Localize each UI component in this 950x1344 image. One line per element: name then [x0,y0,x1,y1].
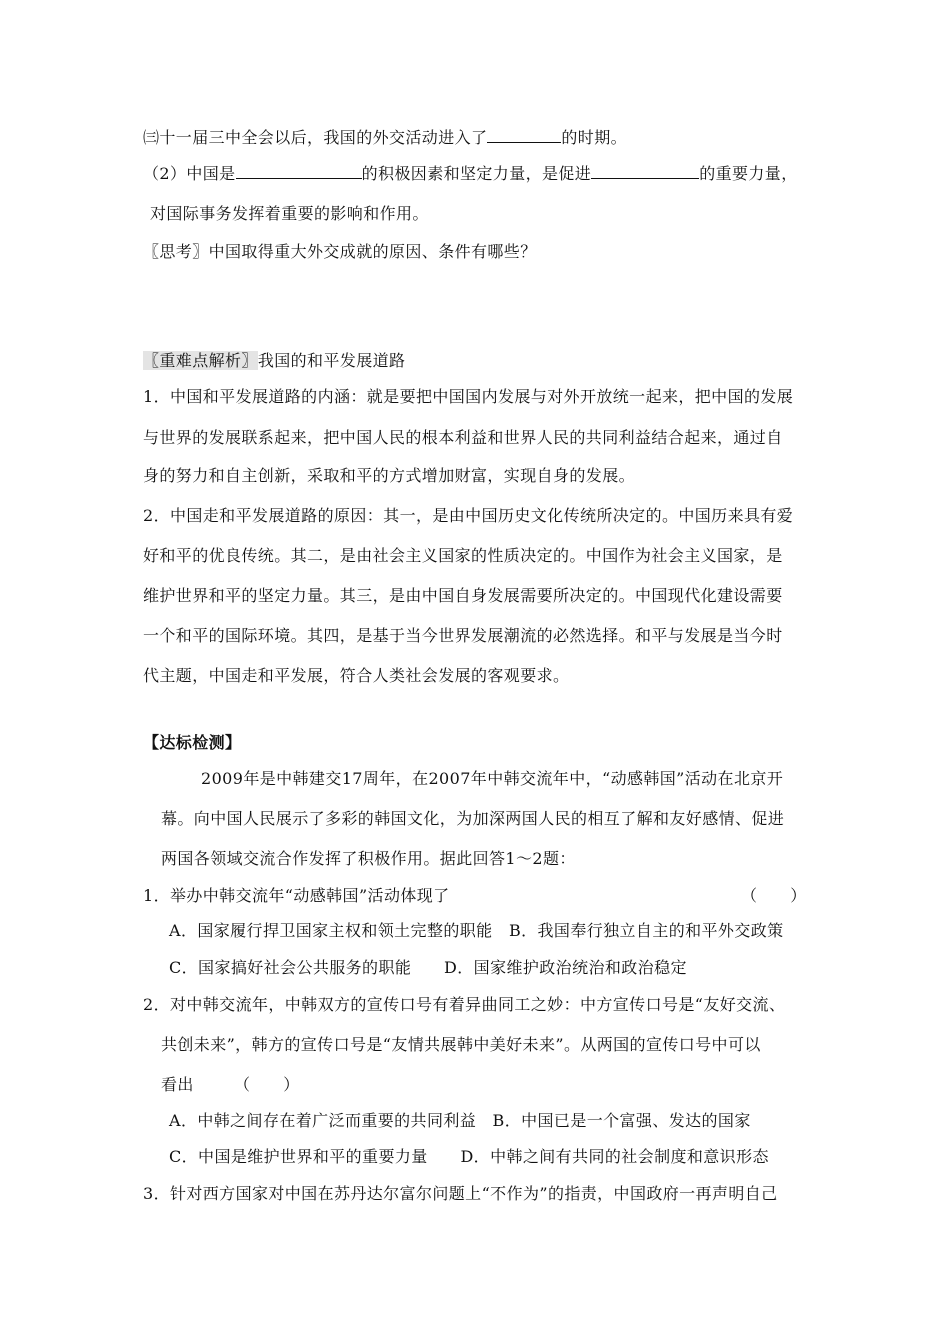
question-1-line [143,128,627,148]
q1-stem: 1．举办中韩交流年“动感韩国”活动体现了 [143,886,450,905]
q2-stem-line: 2．对中韩交流年，中韩双方的宣传口号有着异曲同工之妙：中方宣传口号是“友好交流、 [143,995,786,1014]
q1-options-cd: C．国家搞好社会公共服务的职能 D．国家维护政治统治和政治稳定 [169,958,687,977]
q2-answer-paren[interactable]: （ ） [234,1075,300,1094]
q2-options-cd: C．中国是维护世界和平的重要力量 D．中韩之间有共同的社会制度和意识形态 [169,1147,769,1166]
q2-suffix: 的重要力量， [699,164,798,183]
q1-options-ab: A．国家履行捍卫国家主权和领土完整的职能 B．我国奉行独立自主的和平外交政策 [169,921,784,940]
analysis-p2-line: 一个和平的国际环境。其四，是基于当今世界发展潮流的必然选择。和平与发展是当今时 [143,626,783,645]
think-prompt: 〖思考〗中国取得重大外交成就的原因、条件有哪些？ [143,242,537,261]
q2-mid: 的积极因素和坚定力量，是促进 [361,164,592,183]
analysis-p2-line: 代主题，中国走和平发展，符合人类社会发展的客观要求。 [143,666,570,685]
analysis-p1-line: 1．中国和平发展道路的内涵：就是要把中国国内发展与对外开放统一起来，把中国的发展 [143,387,794,406]
analysis-tag: 〖重难点解析〗 [143,351,258,370]
answer-blank[interactable] [487,128,561,143]
q1-answer-paren[interactable]: （ ） [741,886,807,905]
answer-blank[interactable] [236,164,362,179]
q2-stem-line: 共创未来”，韩方的宣传口号是“友情共展韩中美好未来”。从两国的宣传口号中可以 [161,1035,761,1054]
q1-prefix: ㈢十一届三中全会以后，我国的外交活动进入了 [143,128,488,147]
test-intro-line: 幕。向中国人民展示了多彩的韩国文化，为加深两国人民的相互了解和友好感情、促进 [161,809,785,828]
analysis-heading [143,351,405,371]
analysis-p2-line: 2．中国走和平发展道路的原因：其一，是由中国历史文化传统所决定的。中国历来具有爱 [143,506,794,525]
question-2-continuation: 对国际事务发挥着重要的影响和作用。 [150,204,429,223]
q2-prefix: （2）中国是 [143,164,236,183]
analysis-p1-line: 与世界的发展联系起来，把中国人民的根本利益和世界人民的共同利益结合起来，通过自 [143,428,783,447]
analysis-title: 我国的和平发展道路 [257,351,406,370]
analysis-p2-line: 维护世界和平的坚定力量。其三，是由中国自身发展需要所决定的。中国现代化建设需要 [143,586,783,605]
test-heading: 【达标检测】 [143,733,242,752]
q1-suffix: 的时期。 [561,128,628,147]
q3-stem: 3．针对西方国家对中国在苏丹达尔富尔问题上“不作为”的指责，中国政府一再声明自己 [143,1184,778,1203]
question-2-line [143,164,798,184]
test-intro-line: 2009年是中韩建交17周年，在2007年中韩交流年中，“动感韩国”活动在北京开 [201,769,784,788]
test-intro-line: 两国各领域交流合作发挥了积极作用。据此回答1～2题： [161,849,576,868]
analysis-p2-line: 好和平的优良传统。其二，是由社会主义国家的性质决定的。中国作为社会主义国家，是 [143,546,783,565]
q2-options-ab: A．中韩之间存在着广泛而重要的共同利益 B．中国已是一个富强、发达的国家 [169,1111,751,1130]
analysis-p1-line: 身的努力和自主创新，采取和平的方式增加财富，实现自身的发展。 [143,466,636,485]
q2-stem-line: 看出 [161,1075,194,1094]
answer-blank[interactable] [591,164,699,179]
